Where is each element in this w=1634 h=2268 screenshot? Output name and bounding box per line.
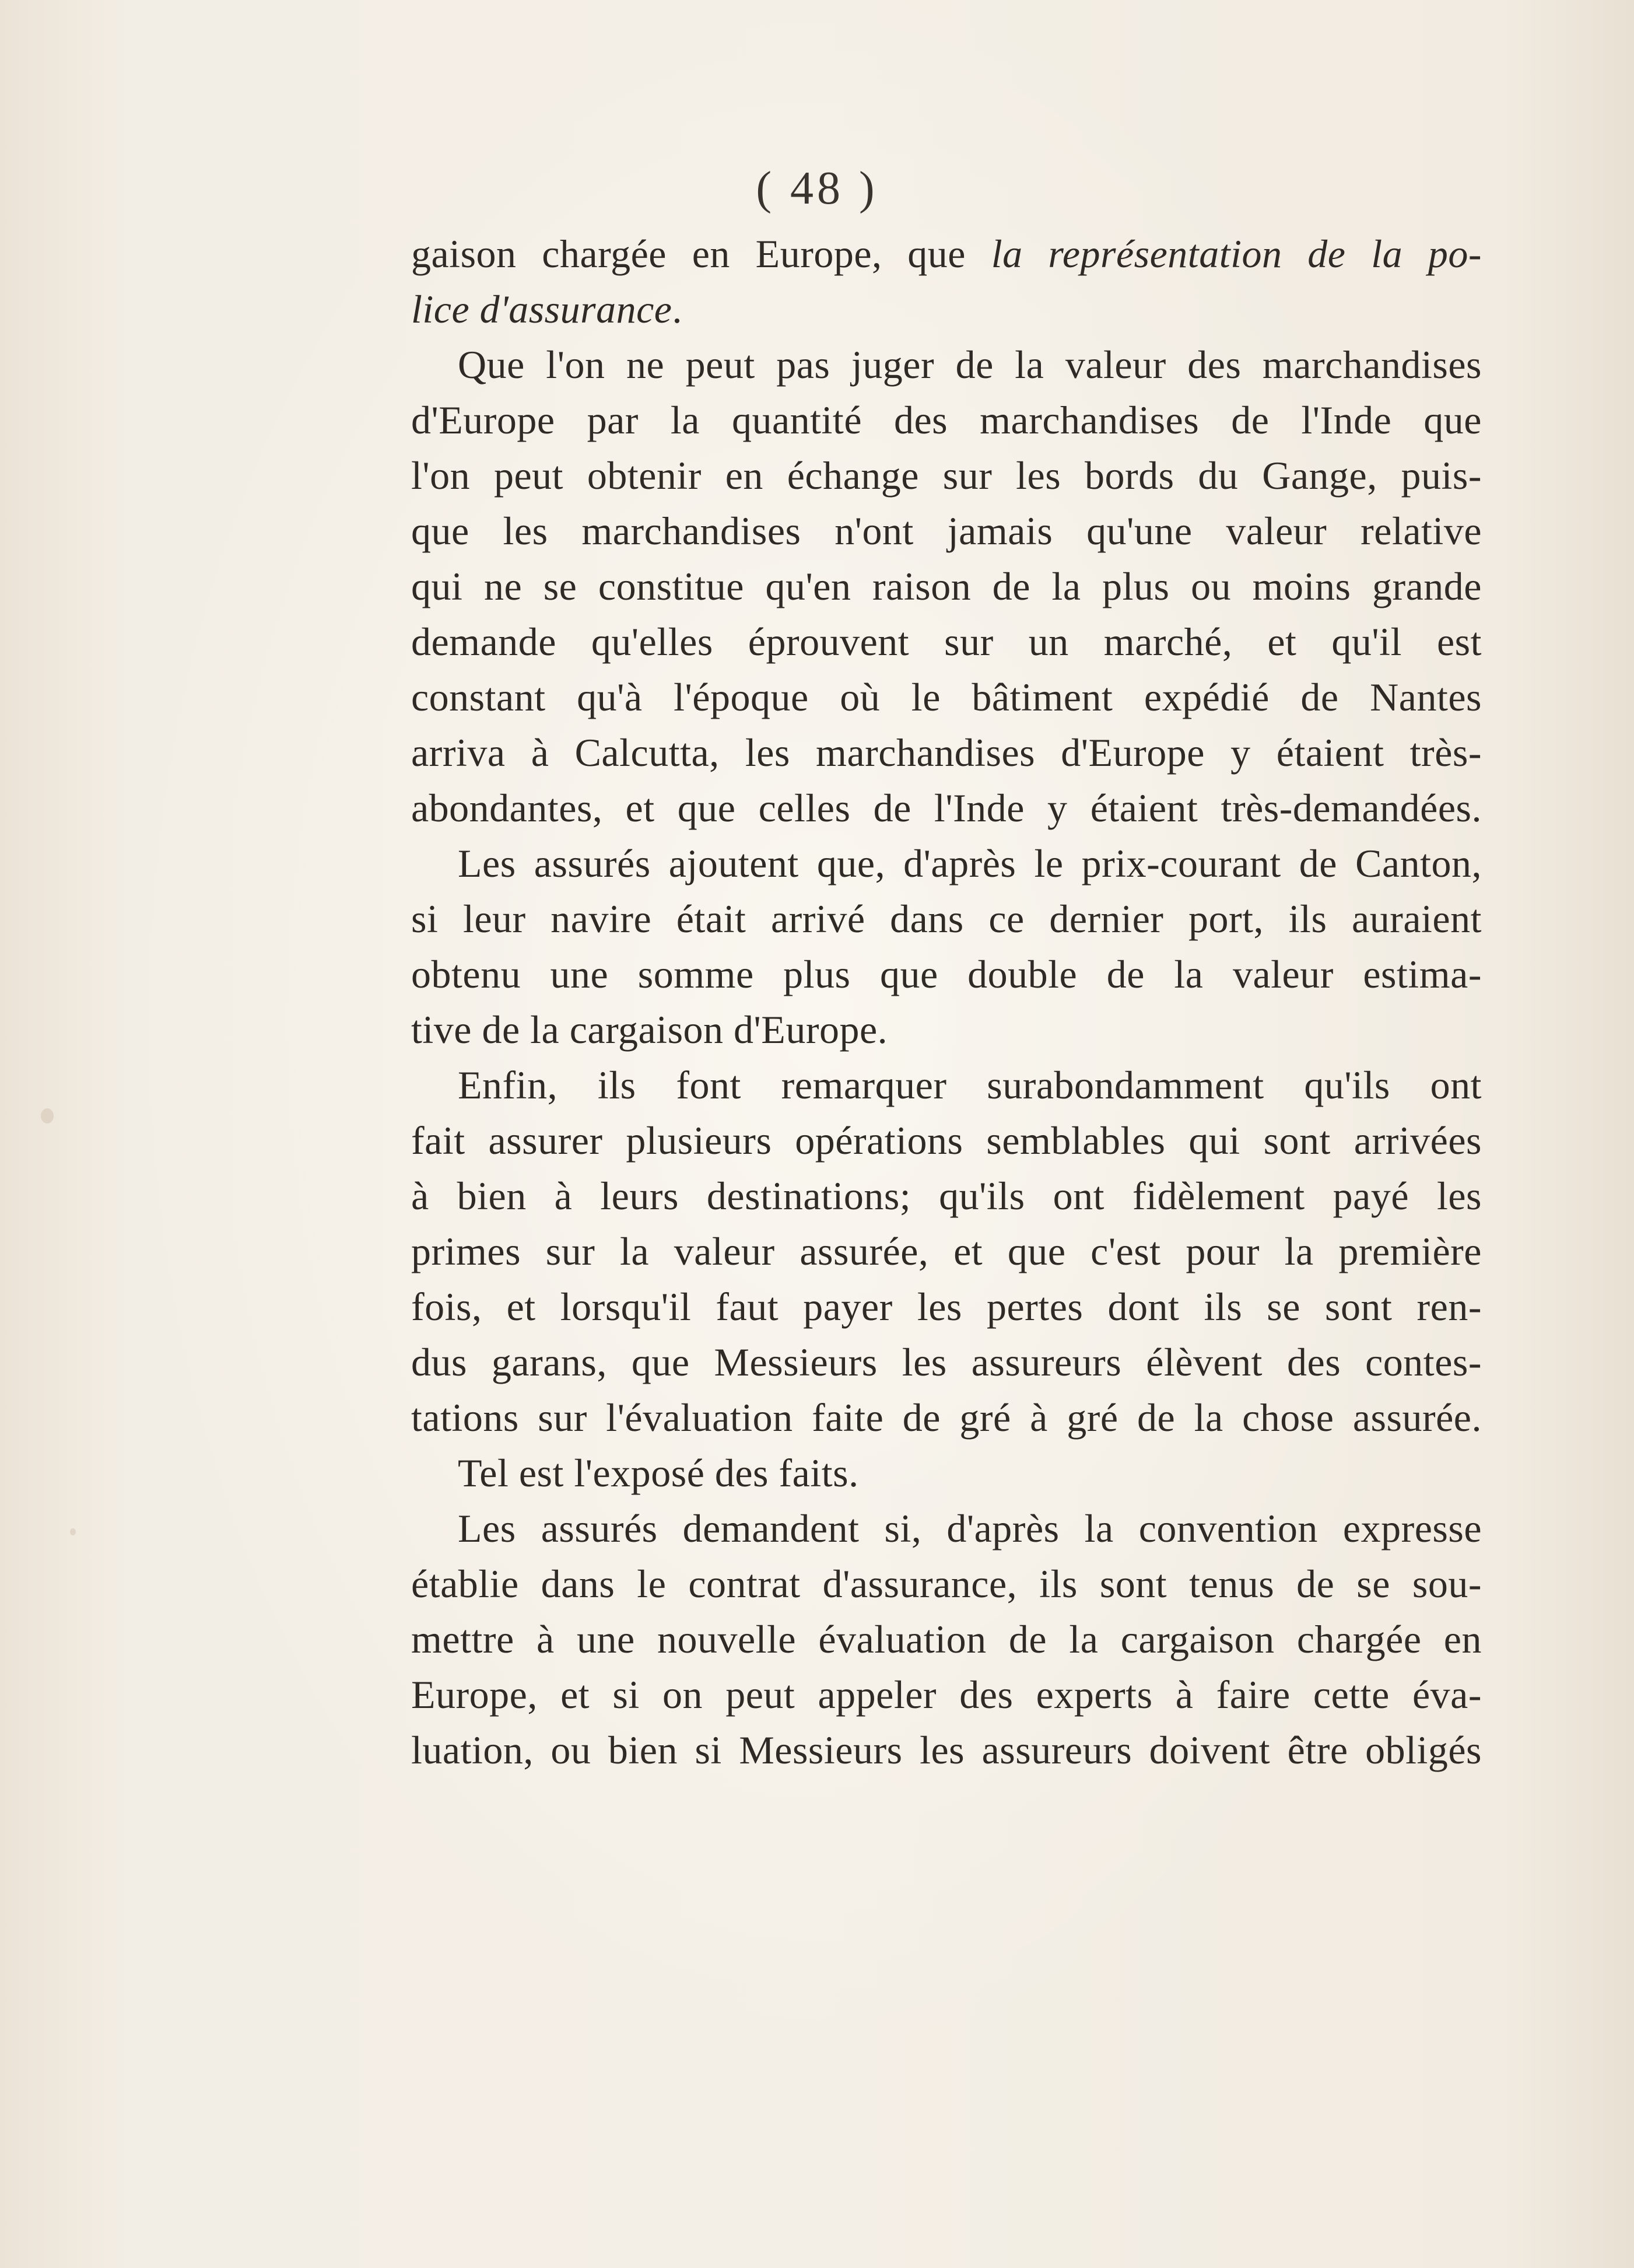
paragraph-start-line: Tel est l'exposé des faits. (458, 1451, 859, 1495)
text-line: obtenu une somme plus que double de la valeur estima- (411, 952, 1482, 996)
text-line: lice d'assurance. (411, 287, 682, 331)
text-line: gaison chargée en Europe, que la représentation de la po- (411, 232, 1482, 276)
italic-text: lice d'assurance (411, 287, 672, 331)
italic-text: la représentation de la po- (991, 232, 1482, 276)
text-line: fait assurer plusieurs opérations semblables qui sont arrivées (411, 1118, 1482, 1163)
paragraph-start-line: Les assurés demandent si, d'après la convention expresse (458, 1506, 1482, 1550)
paragraph-start-line: Enfin, ils font remarquer surabondamment qu'ils ont (458, 1063, 1482, 1107)
text-line: mettre à une nouvelle évaluation de la cargaison chargée en (411, 1617, 1482, 1661)
paper-stain (41, 1108, 54, 1124)
text-line: primes sur la valeur assurée, et que c'est pour la première (411, 1229, 1482, 1273)
text-line: luation, ou bien si Messieurs les assureurs doivent être obligés (411, 1728, 1482, 1772)
text-line: Europe, et si on peut appeler des experts à faire cette éva- (411, 1672, 1482, 1717)
text-line: arriva à Calcutta, les marchandises d'Europe y étaient très- (411, 730, 1482, 775)
text-line: abondantes, et que celles de l'Inde y étaient très-demandées. (411, 786, 1482, 830)
page-number: ( 48 ) (756, 163, 878, 214)
paragraph-start-line: Les assurés ajoutent que, d'après le prix-courant de Canton, (458, 841, 1482, 886)
text-line: qui ne se constitue qu'en raison de la plus ou moins grande (411, 564, 1482, 608)
text-line: fois, et lorsqu'il faut payer les pertes dont ils se sont ren- (411, 1284, 1482, 1329)
text-line: dus garans, que Messieurs les assureurs élèvent des contes- (411, 1340, 1482, 1384)
text-line: à bien à leurs destinations; qu'ils ont fidèlement payé les (411, 1174, 1482, 1218)
paper-stain (70, 1528, 76, 1535)
text-line: demande qu'elles éprouvent sur un marché, et qu'il est (411, 620, 1482, 664)
text-line: tive de la cargaison d'Europe. (411, 1007, 888, 1052)
text-line: établie dans le contrat d'assurance, ils sont tenus de se sou- (411, 1562, 1482, 1606)
text-line: tations sur l'évaluation faite de gré à gré de la chose assurée. (411, 1395, 1482, 1440)
text-line: l'on peut obtenir en échange sur les bords du Gange, puis- (411, 453, 1482, 498)
text-line: si leur navire était arrivé dans ce dernier port, ils auraient (411, 897, 1482, 941)
text-line: d'Europe par la quantité des marchandises de l'Inde que (411, 398, 1482, 442)
body-text (411, 226, 1482, 1778)
text-line: que les marchandises n'ont jamais qu'une valeur relative (411, 509, 1482, 553)
text-line: constant qu'à l'époque où le bâtiment expédié de Nantes (411, 675, 1482, 719)
paragraph-start-line: Que l'on ne peut pas juger de la valeur des marchandises (458, 342, 1482, 387)
